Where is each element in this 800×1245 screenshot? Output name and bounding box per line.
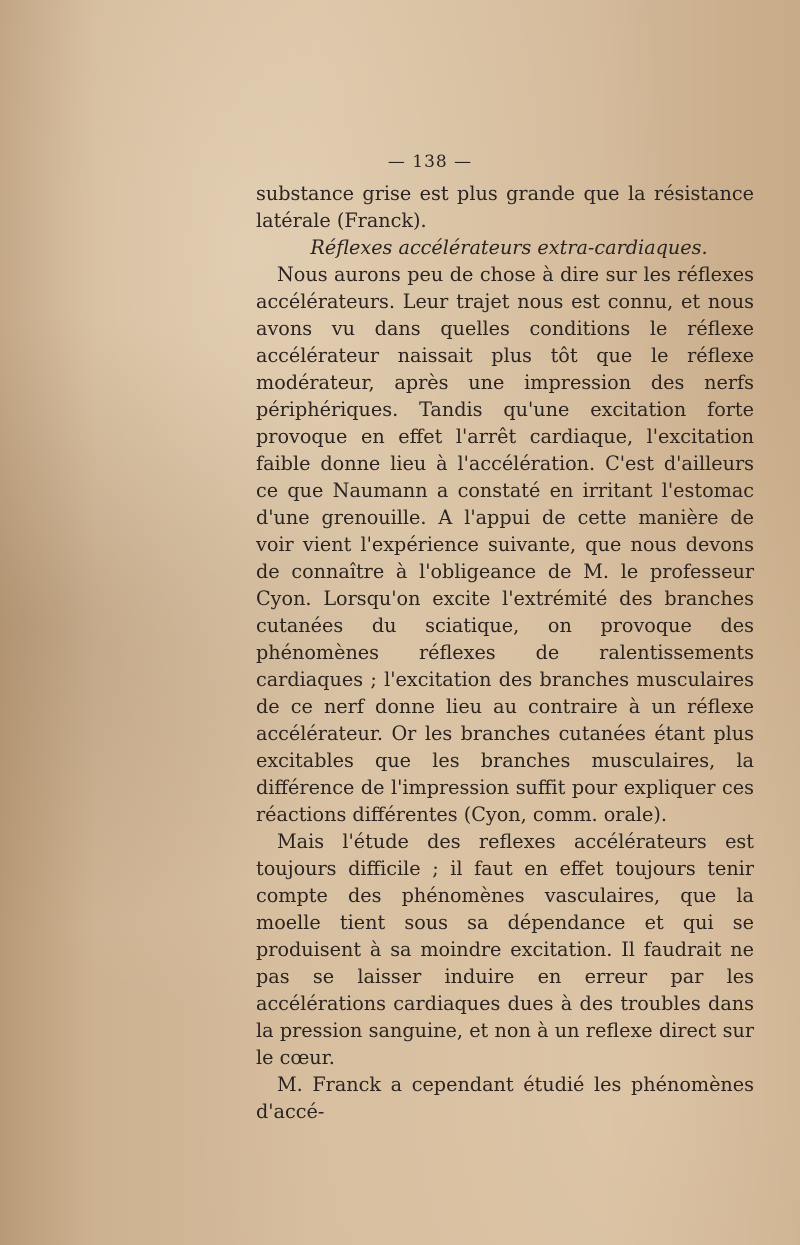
paragraph-3: M. Franck a cependant étudié les phénomènes d'accé- bbox=[256, 1073, 754, 1123]
text-body bbox=[256, 180, 754, 1125]
section-heading: Réflexes accélérateurs extra-cardiaques. bbox=[310, 236, 708, 259]
paragraph-2: Mais l'étude des reflexes accélérateurs est toujours difficile ; il faut en effet toujours tenir compte des phénomènes vasculaires, que la moelle tient sous sa dépendance et qui se produisent à sa moindre excitation. Il faudrait ne pas se laisser induire en erreur par les accélérations cardiaques dues à des troubles dans la pression sanguine, et non à un reflexe direct sur le cœur. bbox=[256, 830, 754, 1069]
paragraph-1: Nous aurons peu de chose à dire sur les réflexes accélérateurs. Leur trajet nous est connu, et nous avons vu dans quelles conditions le réflexe accélérateur naissait plus tôt que le réflexe modérateur, après une impression des nerfs périphériques. Tandis qu'une excitation forte provoque en effet l'arrêt cardiaque, l'excitation faible donne lieu à l'accélération. C'est d'ailleurs ce que Naumann a constaté en irritant l'estomac d'une grenouille. A l'appui de cette manière de voir vient l'expérience suivante, que nous devons de connaître à l'obligeance de M. le professeur Cyon. Lorsqu'on excite l'extrémité des branches cutanées du sciatique, on provoque des phénomènes réflexes de ralentissements cardiaques ; l'excitation des branches musculaires de ce nerf donne lieu au contraire à un réflexe accélérateur. Or les branches cutanées étant plus excitables que les branches musculaires, la différence de l'impression suffit pour expliquer ces réactions différentes (Cyon, comm. orale). bbox=[256, 263, 754, 826]
page-number: — 138 — bbox=[387, 152, 473, 172]
paragraph-continuation: substance grise est plus grande que la résistance latérale (Franck). bbox=[256, 182, 754, 232]
